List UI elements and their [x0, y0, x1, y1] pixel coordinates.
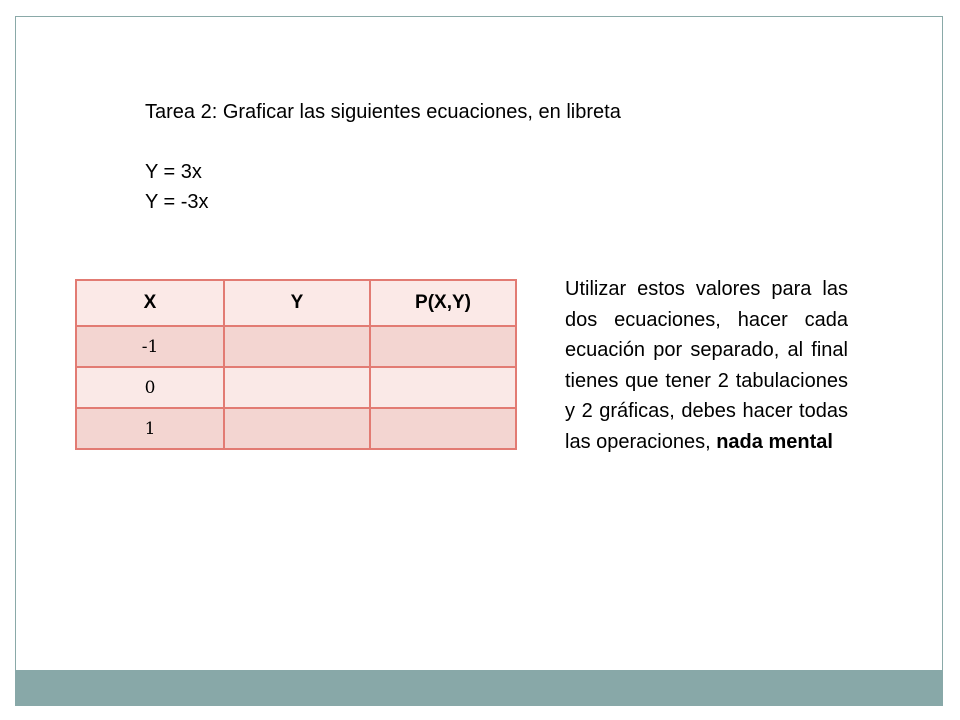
y-value	[224, 326, 370, 367]
instructions-paragraph	[565, 274, 848, 457]
x-value: -1	[76, 326, 224, 367]
y-value	[224, 367, 370, 408]
footer-bar	[15, 670, 943, 706]
equation-1: Y = 3x	[145, 161, 202, 183]
task-title: Tarea 2: Graficar las siguientes ecuaciones, en libreta	[145, 101, 621, 123]
instructions-emphasis: nada mental	[716, 430, 833, 453]
point-value	[370, 326, 516, 367]
table-header-row	[76, 280, 516, 326]
x-value: 1	[76, 408, 224, 449]
table-row	[76, 326, 516, 367]
header-y: Y	[224, 280, 370, 326]
y-value	[224, 408, 370, 449]
values-table	[75, 279, 517, 450]
point-value	[370, 408, 516, 449]
equation-2: Y = -3x	[145, 191, 209, 213]
header-x: X	[76, 280, 224, 326]
table-row	[76, 408, 516, 449]
header-point: P(X,Y)	[370, 280, 516, 326]
table-row	[76, 367, 516, 408]
x-value: 0	[76, 367, 224, 408]
instructions-text: Utilizar estos valores para las dos ecuaciones, hacer cada ecuación por separado, al final tienes que tener 2 tabulaciones y 2 gráficas, debes hacer todas las operaciones,	[565, 278, 848, 453]
point-value	[370, 367, 516, 408]
